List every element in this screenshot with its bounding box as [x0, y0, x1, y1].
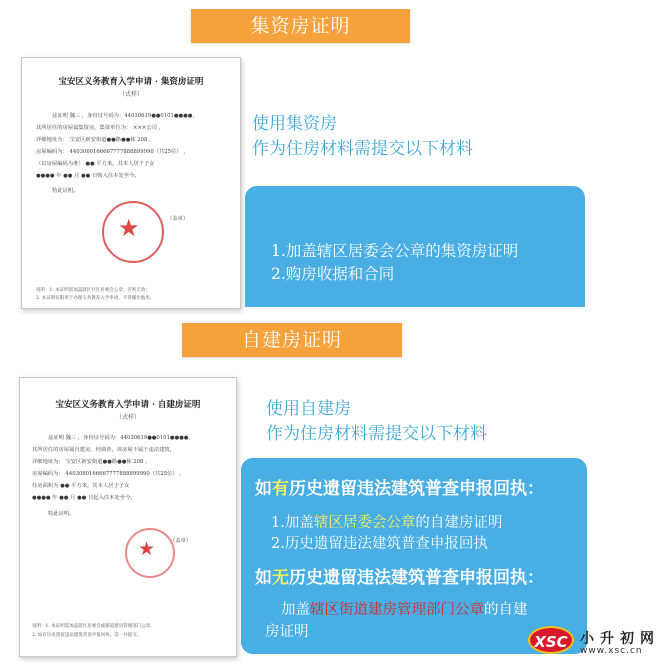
doc-title: 宝安区义务教育入学申请 · 集资房证明: [58, 77, 204, 87]
doc-line: 住房面积为 ●● 平方米。其本人居于子女: [32, 483, 130, 489]
zijianfang-heading-1: 使用自建房: [266, 399, 351, 419]
doc-line: 房屋编码为： 4403060166667777888899990（共25位） ，: [36, 149, 189, 155]
xsc-logo-icon: XSC: [528, 626, 574, 654]
jizifang-materials-box: [245, 186, 585, 307]
site-watermark: [528, 622, 671, 660]
doc-line: （以房屋编码为准） ●● 平方米。其本人居于子女: [36, 161, 155, 167]
jizifang-heading-1: 使用集资房: [252, 114, 337, 134]
case2-item-1-cont: 房证明: [265, 624, 309, 640]
doc-subtitle: （式样）: [115, 414, 140, 421]
doc-line: 详细地址为： 宝安区新安街道●●路●●栋 208 ，: [32, 459, 151, 465]
materials-item-2: 2.购房收据和合同: [271, 265, 395, 283]
watermark-url: www.xsc.cn: [580, 646, 643, 656]
doc-line: 其所居住的房屋属自建房，经调查，该房屋不属于违法建筑，: [32, 447, 176, 453]
doc-note: 2. 本证明仅限用于办理义务教育入学申请，不得挪作他用。: [36, 296, 155, 301]
seal-star-icon: ★: [138, 538, 156, 560]
watermark-cn: 小升初网: [580, 631, 660, 647]
doc-note: 2. 如有历史遗留违法建筑普查申报回执，需一并提交。: [32, 633, 142, 638]
case2-item-1: 加盖辖区街道建房管理部门公章的自建: [281, 602, 528, 618]
zijianfang-banner: 自建房证明: [182, 323, 402, 357]
jizifang-certificate-sample: [21, 57, 241, 309]
doc-line: 其所居住的房屋属集资房，集资单位为： ×××公司 ，: [36, 125, 164, 131]
case-no-receipt: 如无历史遗留违法建筑普查申报回执：: [255, 568, 544, 588]
doc-line: ●●●● 年 ●● 月 ●● 日购入住本处至今。: [36, 173, 140, 179]
doc-stamp-label: （盖章）: [167, 216, 189, 222]
doc-line: 兹证明 魏三 ，身份证号码为：44030619●●0101●●●●，: [48, 435, 194, 441]
zijianfang-heading-2: 作为住房材料需提交以下材料: [266, 424, 487, 444]
doc-note: 说明：1. 本证明需加盖辖区居委会或街道建房管理部门公章，: [32, 624, 155, 629]
doc-line: 详细地址为： 宝安区新安街道●●路●●栋 208 ，: [36, 137, 155, 143]
jizifang-heading-2: 作为住房材料需提交以下材料: [252, 139, 473, 159]
case-has-receipt: 如有历史遗留违法建筑普查申报回执：: [255, 479, 544, 499]
doc-subtitle: （式样）: [118, 91, 143, 98]
doc-line: 兹证明 魏三 ，身份证号码为：44030619●●0101●●●●，: [52, 113, 198, 119]
case1-item-2: 2.历史遗留违法建筑普查申报回执: [271, 536, 488, 552]
zijianfang-certificate-sample: [19, 377, 237, 657]
doc-line: 房屋编码为： 4403060166667777888899990（共25位） ，: [32, 471, 185, 477]
doc-line: 特此证明。: [48, 511, 75, 517]
doc-note: 说明：1. 本证明需加盖辖区社区居委会公章，否则无效；: [36, 288, 150, 293]
doc-stamp-label: （盖章）: [170, 538, 192, 544]
case1-item-1: 1.加盖辖区居委会公章的自建房证明: [271, 515, 503, 531]
doc-title: 宝安区义务教育入学申请 · 自建房证明: [55, 400, 201, 410]
materials-item-1: 1.加盖辖区居委会公章的集资房证明: [271, 242, 519, 260]
seal-star-icon: ★: [118, 214, 140, 242]
doc-line: ●●●● 年 ●● 月 ●● 日起入住本处至今。: [32, 495, 136, 501]
doc-line: 特此证明。: [52, 188, 79, 194]
jizifang-banner: 集资房证明: [191, 9, 410, 43]
